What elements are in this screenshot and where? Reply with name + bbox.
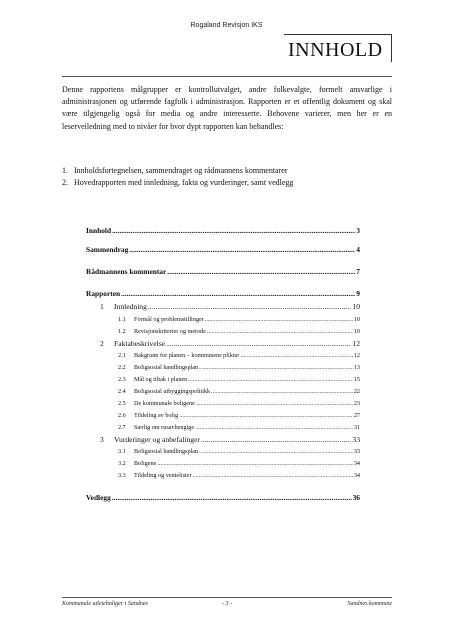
- toc-label: Tildeling av bolig: [134, 412, 179, 419]
- toc-label: Mål og tiltak i planen: [134, 376, 188, 383]
- toc-entry-section-2-2[interactable]: [86, 364, 360, 371]
- footer-municipality: Sandnes kommune: [347, 601, 392, 607]
- toc-label: Vurderinger og anbefalinger: [114, 435, 200, 444]
- toc-leader: [193, 472, 353, 479]
- footer-divider: [62, 597, 392, 598]
- toc-entry-section-1-1[interactable]: [86, 316, 360, 323]
- toc-page-number: 10: [352, 302, 360, 311]
- toc-leader: [211, 388, 353, 395]
- toc-label: Boligsosial handlingsplan: [134, 448, 199, 455]
- toc-label: Vedlegg: [86, 493, 111, 502]
- toc-page-number: 15: [353, 376, 360, 383]
- toc-number: 2.6: [118, 412, 126, 419]
- toc-leader: [167, 267, 355, 276]
- toc-leader: [196, 400, 353, 407]
- toc-page-number: 10: [353, 328, 360, 335]
- toc-label: Tildeling og ventelister: [134, 472, 192, 479]
- toc-leader: [188, 376, 353, 383]
- toc-entry-chapter-1[interactable]: [86, 302, 360, 311]
- toc-number: 2.2: [118, 364, 126, 371]
- toc-entry-section-2-6[interactable]: [86, 412, 360, 419]
- toc-entry-radmannens-kommentar[interactable]: [86, 267, 360, 276]
- footer-page-number: - 3 -: [222, 601, 232, 607]
- toc-page-number: 12: [353, 352, 360, 359]
- toc-page-number: 3: [356, 226, 360, 235]
- toc-label: Sammendrag: [86, 245, 129, 254]
- toc-page-number: 9: [356, 289, 360, 298]
- toc-label: De kommunale boligene: [134, 400, 195, 407]
- toc-entry-section-1-2[interactable]: [86, 328, 360, 335]
- toc-leader: [148, 302, 352, 311]
- toc-label: Rapporten: [86, 289, 121, 298]
- toc-label: Revisjonskriterier og metode: [134, 328, 206, 335]
- reading-level-text: Innholdsfortegnelsen, sammendraget og rådmannens kommentarer: [74, 166, 288, 175]
- toc-leader: [129, 245, 355, 254]
- toc-number: 2.4: [118, 388, 126, 395]
- toc-entry-vedlegg[interactable]: [86, 493, 360, 502]
- toc-label: Særlig om rusavhengige: [134, 424, 195, 431]
- toc-leader: [205, 316, 353, 323]
- toc-page-number: 36: [352, 493, 360, 502]
- reading-level-number: 1.: [62, 166, 68, 175]
- reading-level-item: [62, 177, 392, 189]
- toc-number: 2.1: [118, 352, 126, 359]
- toc-label: Innhold: [86, 226, 112, 235]
- toc-number: 3.2: [118, 460, 126, 467]
- toc-number: 3.3: [118, 472, 126, 479]
- toc-page-number: 27: [353, 412, 360, 419]
- toc-page-number: 10: [353, 316, 360, 323]
- toc-number: 1: [100, 302, 104, 311]
- toc-page-number: 33: [352, 435, 360, 444]
- toc-leader: [199, 364, 353, 371]
- toc-leader: [201, 435, 351, 444]
- toc-page-number: 34: [353, 460, 360, 467]
- toc-page-number: 31: [353, 424, 360, 431]
- toc-page-number: 12: [352, 339, 360, 348]
- toc-leader: [112, 226, 355, 235]
- toc-page-number: 13: [353, 364, 360, 371]
- toc-leader: [166, 339, 351, 348]
- toc-page-number: 4: [356, 245, 360, 254]
- toc-number: 2: [100, 339, 104, 348]
- toc-leader: [112, 493, 352, 502]
- toc-number: 3: [100, 435, 104, 444]
- reading-level-text: Hovedrapporten med innledning, fakta og vurderinger, samt vedlegg: [74, 178, 294, 188]
- toc-entry-chapter-2[interactable]: [86, 339, 360, 348]
- toc-label: Innledning: [114, 302, 147, 311]
- toc-label: Formål og problemstillinger: [134, 316, 204, 323]
- page-title: INNHOLD: [288, 39, 383, 61]
- title-divider: [62, 76, 392, 77]
- toc-entry-innhold[interactable]: [86, 226, 360, 235]
- toc-entry-section-2-5[interactable]: [86, 400, 360, 407]
- toc-number: 3.1: [118, 448, 126, 455]
- toc-leader: [157, 460, 352, 467]
- toc-number: 2.3: [118, 376, 126, 383]
- toc-page-number: 7: [356, 267, 360, 276]
- toc-label: Bakgrunn for planen – kommunens plikter: [134, 352, 240, 359]
- toc-leader: [240, 352, 352, 359]
- toc-page-number: 34: [353, 472, 360, 479]
- toc-entry-section-2-7[interactable]: [86, 424, 360, 431]
- toc-leader: [207, 328, 353, 335]
- toc-entry-sammendrag[interactable]: [86, 245, 360, 254]
- toc-leader: [199, 448, 353, 455]
- toc-number: 2.5: [118, 400, 126, 407]
- toc-label: Faktabeskrivelse: [114, 339, 166, 348]
- toc-leader: [121, 289, 355, 298]
- toc-entry-section-2-1[interactable]: [86, 352, 360, 359]
- toc-page-number: 23: [353, 400, 360, 407]
- toc-leader: [179, 412, 353, 419]
- toc-entry-section-3-3[interactable]: [86, 472, 360, 479]
- reading-levels-list: [62, 165, 392, 189]
- toc-label: Boligene: [134, 460, 157, 467]
- toc-label: Boligsosial handlingsplan: [134, 364, 199, 371]
- toc-entry-section-2-3[interactable]: [86, 376, 360, 383]
- toc-entry-section-3-1[interactable]: [86, 448, 360, 455]
- toc-leader: [195, 424, 353, 431]
- toc-label: Rådmannens kommentar: [86, 267, 167, 276]
- header-organization: Rogaland Revisjon IKS: [190, 22, 263, 29]
- intro-paragraph: Denne rapportens målgrupper er kontrollutvalget, andre folkevalgte, formelt ansvarlige i administrasjonen og utførende fagfolk i administrasjon. Rapporten er et offentlig dokument og skal være tilgjengelig også for media og andre interesserte. Behovene varierer, men her er en leserveiledning med to nivåer for hvor dypt rapporten kan behandles:: [62, 85, 392, 131]
- toc-label: Boligsosial utbyggingspolitikk: [134, 388, 211, 395]
- toc-page-number: 22: [353, 388, 360, 395]
- toc-entry-rapporten[interactable]: [86, 289, 360, 298]
- toc-entry-chapter-3[interactable]: [86, 435, 360, 444]
- reading-level-number: 2.: [62, 178, 68, 188]
- toc-number: 1.1: [118, 316, 126, 323]
- toc-number: 1.2: [118, 328, 126, 335]
- toc-page-number: 33: [353, 448, 360, 455]
- reading-level-item: [62, 165, 392, 177]
- toc-entry-section-3-2[interactable]: [86, 460, 360, 467]
- footer-report-title: Kommunale utleieboliger i Sandnes: [62, 601, 148, 607]
- toc-entry-section-2-4[interactable]: [86, 388, 360, 395]
- toc-number: 2.7: [118, 424, 126, 431]
